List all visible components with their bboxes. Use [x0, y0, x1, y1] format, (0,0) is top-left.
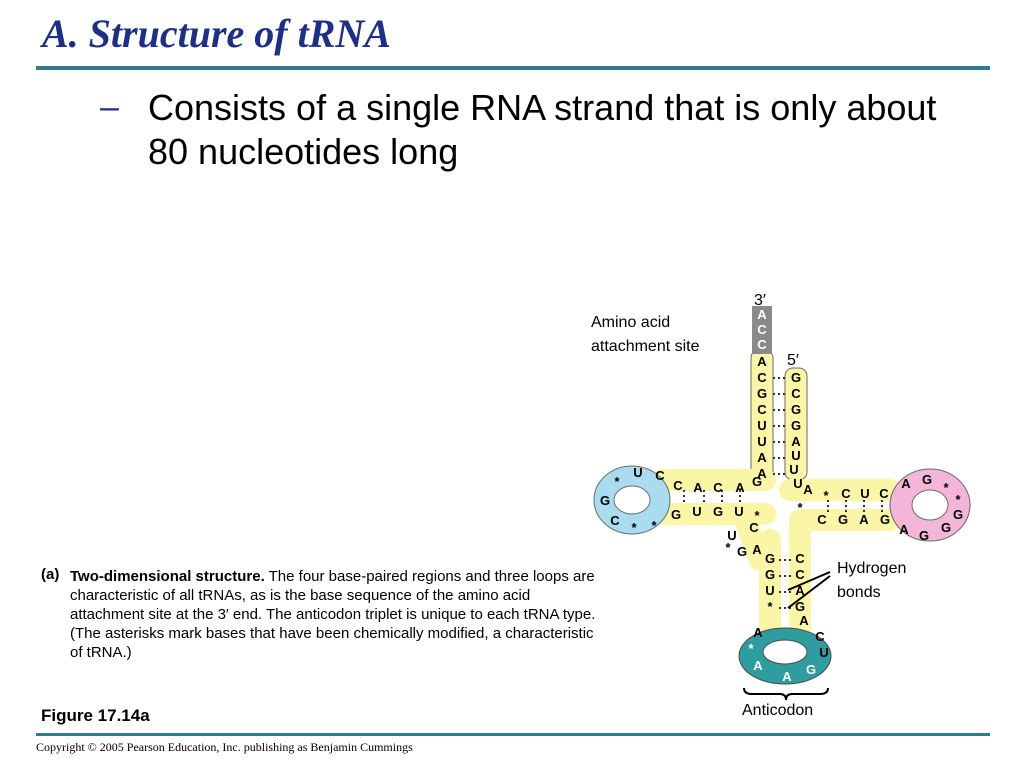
right-stem-base: G — [790, 418, 802, 433]
d-arm-top-base: G — [751, 474, 763, 489]
caption-text: The four base-paired regions and three loops are characteristic of all tRNAs, as is the base sequence of the amino acid attachment site at the 3′ end. The anticodon triplet is unique to each tRNA type. (The asterisks mark bases that have been chemically modified, a characteristic of tRNA.) — [70, 568, 596, 661]
t-loop-base: A — [901, 476, 911, 491]
d-arm-top-base: C — [713, 480, 723, 495]
amino-acid-site-label-line2: attachment site — [591, 338, 700, 355]
caption-bold: Two-dimensional structure. — [70, 568, 265, 585]
ac-stem-right-base: A — [795, 583, 805, 598]
anticodon-loop-base: G — [805, 662, 817, 677]
left-stem-base: G — [756, 386, 768, 401]
t-loop-base: A — [899, 522, 909, 537]
left-stem-base: U — [757, 434, 767, 449]
d-arm-bottom-base: G — [712, 504, 724, 519]
d-arm-top-base: A — [735, 480, 745, 495]
three-prime-label: 3′ — [754, 292, 766, 309]
ac-stem-right-base: G — [794, 599, 806, 614]
anticodon-loop-base: A — [782, 669, 792, 684]
connector-base: * — [725, 540, 731, 555]
ac-stem-right-base: A — [799, 613, 809, 628]
d-arm-top-base: A — [693, 480, 703, 495]
left-stem-base: A — [757, 354, 767, 369]
left-stem-base: C — [757, 370, 767, 385]
five-prime-label: 5′ — [787, 352, 799, 369]
d-loop-base: * — [651, 518, 657, 533]
d-loop-base: U — [633, 465, 643, 480]
t-loop-base: G — [921, 472, 933, 487]
t-arm-top-base: * — [823, 488, 829, 503]
anticodon-loop-base: A — [753, 658, 763, 673]
anticodon-loop-hole — [763, 640, 807, 664]
d-loop-base: C — [655, 468, 665, 483]
hydrogen-bonds-label-line2: bonds — [837, 584, 881, 601]
t-arm-bottom-base: G — [837, 512, 849, 527]
d-loop-base: * — [614, 474, 620, 489]
right-stem-base: C — [791, 386, 801, 401]
acc-end-base: C — [757, 337, 767, 352]
t-loop-base: G — [940, 520, 952, 535]
right-stem-base: A — [791, 434, 801, 449]
right-stem-base: U — [791, 448, 801, 463]
ac-stem-right-base: C — [795, 567, 805, 582]
ac-stem-left-base: G — [764, 567, 776, 582]
right-stem-base: G — [790, 402, 802, 417]
d-arm-bottom-base: * — [754, 508, 760, 523]
d-arm-bottom-base: U — [692, 504, 702, 519]
ac-stem-left-base: U — [765, 583, 775, 598]
d-loop-hole — [614, 486, 650, 514]
t-arm-extra-base: * — [797, 500, 803, 515]
panel-label: (a) — [41, 566, 60, 583]
anticodon-loop-base: U — [819, 645, 829, 660]
hydrogen-bonds-label-line1: Hydrogen — [837, 560, 907, 577]
t-arm-bottom-base: A — [859, 512, 869, 527]
figure-caption — [70, 567, 600, 662]
left-stem-base: C — [757, 402, 767, 417]
bullet-marker: – — [100, 88, 119, 126]
d-arm-bottom-base: U — [734, 504, 744, 519]
d-arm-top-base: C — [673, 478, 683, 493]
t-arm-top-base: C — [841, 486, 851, 501]
acc-end-base: C — [757, 322, 767, 337]
anticodon-loop-base: * — [748, 641, 754, 656]
anticodon-loop-base: A — [753, 625, 763, 640]
anticodon-bracket — [744, 688, 828, 700]
t-arm-bottom-base: G — [879, 512, 891, 527]
t-loop-base: G — [952, 507, 964, 522]
acc-end-base: A — [757, 307, 767, 322]
d-loop-base: G — [599, 493, 611, 508]
t-arm-top-base: C — [879, 486, 889, 501]
ac-stem-left-base: G — [764, 551, 776, 566]
copyright-text: Copyright © 2005 Pearson Education, Inc. publishing as Benjamin Cummings — [36, 740, 413, 754]
anticodon-label: Anticodon — [742, 702, 814, 719]
connector-base: U — [727, 528, 737, 543]
right-stem-base: G — [790, 370, 802, 385]
bullet-text: Consists of a single RNA strand that is only about 80 nucleotides long — [148, 87, 937, 172]
left-stem-base: U — [757, 418, 767, 433]
d-loop-base: * — [631, 520, 637, 535]
ac-stem-left-base: * — [767, 599, 773, 614]
slide-title: A. Structure of tRNA — [42, 11, 391, 56]
ac-stem-right-base: C — [795, 551, 805, 566]
connector-base: A — [752, 542, 762, 557]
left-stem-base: A — [757, 450, 767, 465]
anticodon-loop-base: C — [815, 629, 825, 644]
amino-acid-site-label-line1: Amino acid — [591, 314, 671, 331]
footer-divider — [36, 733, 990, 736]
right-stem-base: U — [793, 476, 803, 491]
d-loop-base: C — [610, 513, 620, 528]
t-loop-base: * — [943, 480, 949, 495]
t-arm-top-base: U — [860, 486, 870, 501]
t-arm-bottom-base: C — [817, 512, 827, 527]
connector-base: G — [736, 544, 748, 559]
t-loop-base: * — [955, 492, 961, 507]
left-stem-base: A — [757, 466, 767, 481]
figure-label: Figure 17.14a — [41, 706, 150, 725]
connector-base: C — [749, 520, 759, 535]
t-loop-base: G — [918, 528, 930, 543]
t-arm-top-base: A — [803, 482, 813, 497]
right-stem-base: U — [789, 462, 799, 477]
d-arm-bottom-base: G — [670, 507, 682, 522]
